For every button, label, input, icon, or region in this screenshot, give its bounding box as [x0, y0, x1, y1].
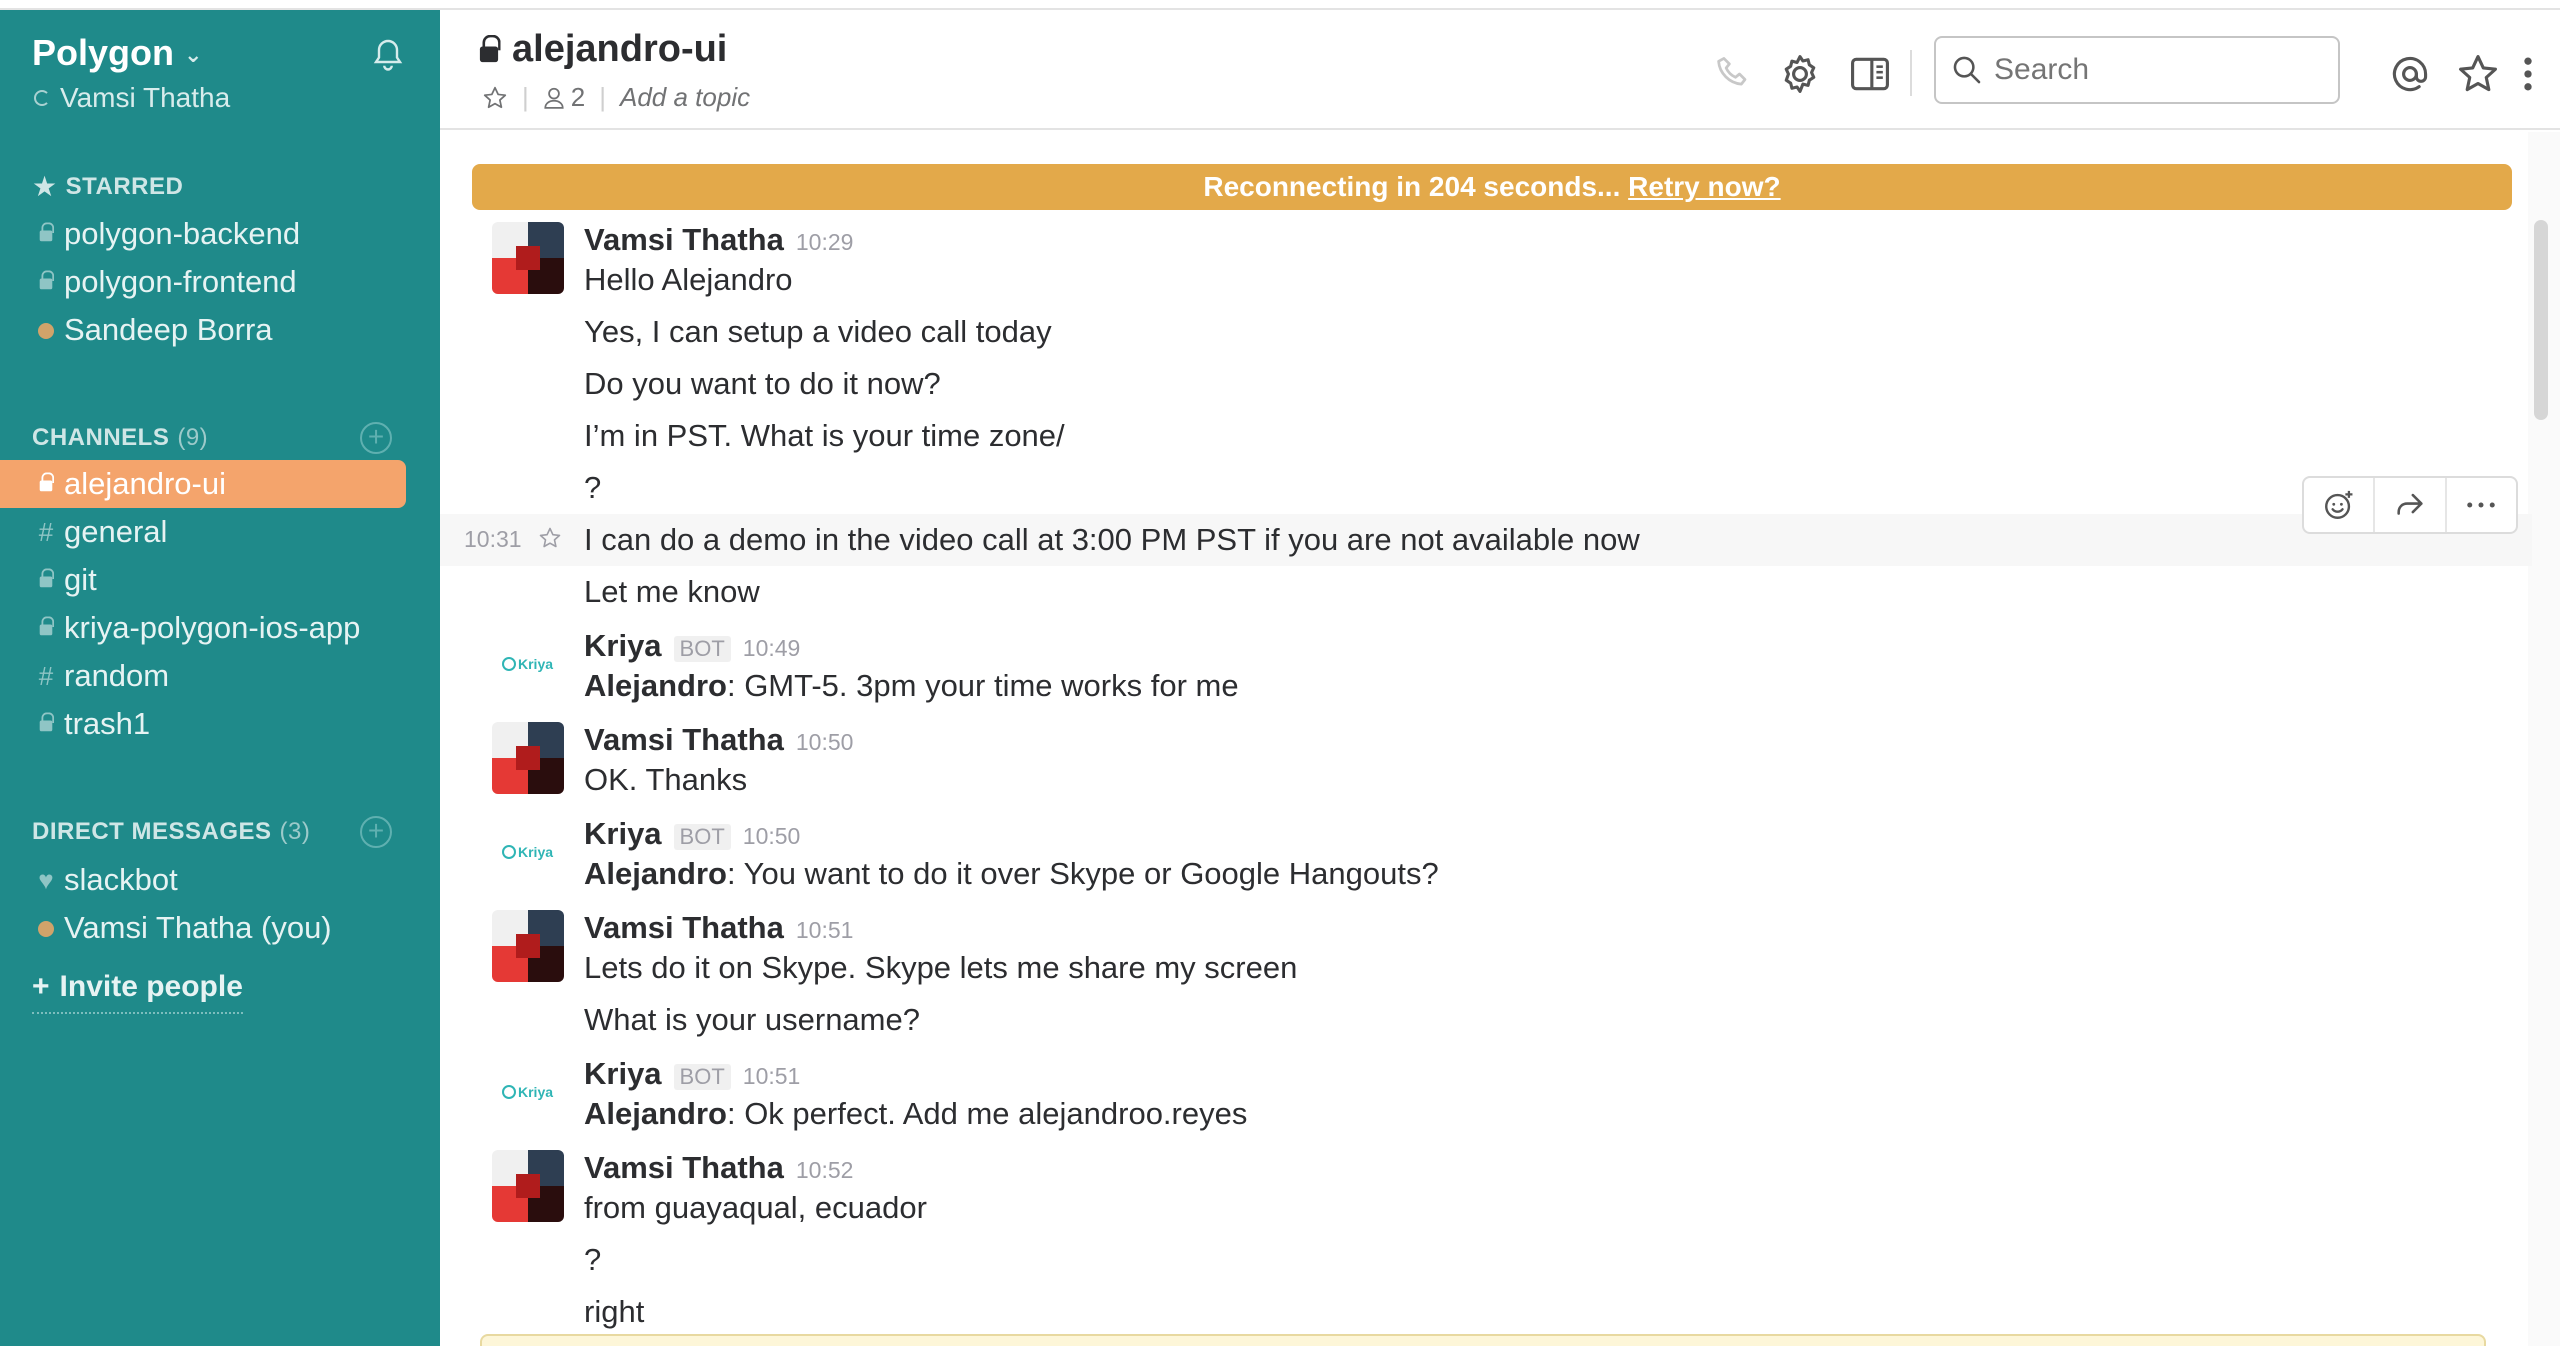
- avatar[interactable]: [492, 222, 564, 294]
- heart-icon: ♥: [38, 864, 54, 895]
- at-mention-icon[interactable]: [2388, 52, 2432, 96]
- message-author: Kriya BOT 10:49: [584, 628, 801, 663]
- direct-messages-heading[interactable]: DIRECT MESSAGES (3): [32, 818, 311, 845]
- more-actions-button[interactable]: [2447, 478, 2516, 532]
- message-text: Alejandro: GMT-5. 3pm your time works for me: [584, 668, 1239, 703]
- hash-icon: #: [38, 660, 54, 691]
- message-list: [440, 132, 2532, 1346]
- lock-icon: [36, 565, 56, 596]
- message-text: Lets do it on Skype. Skype lets me share my screen: [584, 950, 1298, 985]
- star-icon: ★: [32, 171, 58, 202]
- message-timestamp[interactable]: 10:31: [464, 526, 522, 552]
- bot-badge: BOT: [674, 824, 731, 850]
- sidebar-item-sandeep-borra[interactable]: Sandeep Borra: [0, 306, 406, 354]
- member-count[interactable]: 2: [543, 82, 585, 113]
- avatar[interactable]: [492, 1150, 564, 1222]
- add-reaction-button[interactable]: [2304, 478, 2375, 532]
- message-actions: [2302, 476, 2518, 534]
- sidebar-item-slackbot[interactable]: ♥ slackbot: [0, 856, 406, 904]
- star-outline-icon[interactable]: [538, 526, 562, 550]
- message-text: Hello Alejandro: [584, 262, 793, 297]
- kriya-logo-icon[interactable]: Kriya: [502, 844, 553, 860]
- lock-icon: [36, 469, 56, 500]
- lock-icon: [36, 219, 56, 250]
- message-text: Let me know: [584, 574, 760, 609]
- sidebar-item-vamsi-thatha[interactable]: Vamsi Thatha (you): [0, 904, 406, 952]
- bot-badge: BOT: [674, 1064, 731, 1090]
- message-text: What is your username?: [584, 1002, 920, 1037]
- message-text: from guayaqual, ecuador: [584, 1190, 927, 1225]
- more-horizontal-icon: [2466, 500, 2496, 510]
- sidebar-toggle-icon[interactable]: [1848, 52, 1892, 96]
- window-top-strip: [0, 0, 2560, 10]
- retry-now-link[interactable]: Retry now?: [1628, 171, 1781, 202]
- avatar[interactable]: [492, 910, 564, 982]
- plus-icon: +: [32, 970, 50, 1003]
- message-text: I’m in PST. What is your time zone/: [584, 418, 1065, 453]
- team-menu[interactable]: [32, 32, 202, 74]
- more-vertical-icon[interactable]: [2518, 52, 2538, 96]
- sidebar-item-git[interactable]: git: [0, 556, 406, 604]
- add-dm-icon[interactable]: +: [360, 816, 392, 848]
- emoji-add-icon: [2322, 488, 2356, 522]
- divider: |: [599, 82, 606, 112]
- sidebar-item-polygon-frontend[interactable]: polygon-frontend: [0, 258, 406, 306]
- add-topic-link[interactable]: Add a topic: [620, 82, 751, 112]
- sidebar-item-trash1[interactable]: trash1: [0, 700, 406, 748]
- lock-icon: [36, 613, 56, 644]
- sidebar: [0, 10, 440, 1346]
- sidebar-item-polygon-backend[interactable]: polygon-backend: [0, 210, 406, 258]
- channel-meta: [482, 82, 750, 113]
- starred-heading[interactable]: ★ STARRED: [32, 171, 184, 202]
- message-text: Alejandro: You want to do it over Skype or Google Hangouts?: [584, 856, 1439, 891]
- current-user[interactable]: [34, 82, 230, 114]
- hash-icon: #: [38, 516, 54, 547]
- channel-title[interactable]: alejandro-ui: [482, 28, 727, 71]
- gear-icon[interactable]: [1778, 52, 1822, 96]
- sidebar-item-kriya-polygon-ios-app[interactable]: kriya-polygon-ios-app: [0, 604, 406, 652]
- message-text: Alejandro: Ok perfect. Add me alejandroo.reyes: [584, 1096, 1248, 1131]
- channels-heading[interactable]: CHANNELS (9): [32, 424, 209, 451]
- search-icon: [1950, 53, 1984, 87]
- header-divider: [1910, 50, 1912, 96]
- share-arrow-icon: [2393, 488, 2427, 522]
- message-author: Vamsi Thatha 10:52: [584, 1150, 854, 1185]
- channel-header: [440, 10, 2560, 130]
- search-box[interactable]: [1934, 36, 2340, 104]
- message-text: Yes, I can setup a video call today: [584, 314, 1052, 349]
- lock-icon: [36, 267, 56, 298]
- message-text: ?: [584, 470, 602, 505]
- bell-icon[interactable]: [370, 36, 406, 76]
- message-text: I can do a demo in the video call at 3:00 PM PST if you are not available now: [584, 522, 1640, 557]
- lock-icon: [36, 709, 56, 740]
- chevron-down-icon: ⌄: [184, 42, 203, 67]
- person-icon: [543, 86, 565, 110]
- presence-dot-icon: [36, 913, 56, 944]
- star-outline-icon[interactable]: [2456, 52, 2500, 96]
- message-composer[interactable]: [480, 1334, 2486, 1346]
- invite-people-link[interactable]: + Invite people: [32, 970, 243, 1014]
- message-author: Vamsi Thatha 10:29: [584, 222, 854, 257]
- scrollbar-thumb[interactable]: [2534, 220, 2548, 420]
- sidebar-item-alejandro-ui[interactable]: alejandro-ui: [0, 460, 406, 508]
- current-user-name: Vamsi Thatha: [60, 82, 231, 113]
- phone-icon[interactable]: [1712, 52, 1756, 96]
- message-author: Vamsi Thatha 10:51: [584, 910, 854, 945]
- search-input[interactable]: [1994, 53, 2314, 87]
- sidebar-item-random[interactable]: # random: [0, 652, 406, 700]
- kriya-logo-icon[interactable]: Kriya: [502, 656, 553, 672]
- team-name: Polygon: [32, 32, 174, 73]
- bot-badge: BOT: [674, 636, 731, 662]
- message-author: Kriya BOT 10:51: [584, 1056, 801, 1091]
- message-text: OK. Thanks: [584, 762, 748, 797]
- share-message-button[interactable]: [2375, 478, 2446, 532]
- presence-dot-icon: [36, 315, 56, 346]
- avatar[interactable]: [492, 722, 564, 794]
- sidebar-item-general[interactable]: # general: [0, 508, 406, 556]
- lock-icon: [480, 42, 498, 63]
- add-channel-icon[interactable]: +: [360, 422, 392, 454]
- message-author: Kriya BOT 10:50: [584, 816, 801, 851]
- reconnect-banner: Reconnecting in 204 seconds... Retry now?: [472, 164, 2512, 210]
- message-author: Vamsi Thatha 10:50: [584, 722, 854, 757]
- presence-icon: [34, 90, 50, 106]
- kriya-logo-icon[interactable]: Kriya: [502, 1084, 553, 1100]
- message-text: ?: [584, 1242, 602, 1277]
- star-outline-icon[interactable]: [482, 85, 508, 111]
- message-text: Do you want to do it now?: [584, 366, 941, 401]
- divider: |: [522, 82, 529, 112]
- message-text: right: [584, 1294, 645, 1329]
